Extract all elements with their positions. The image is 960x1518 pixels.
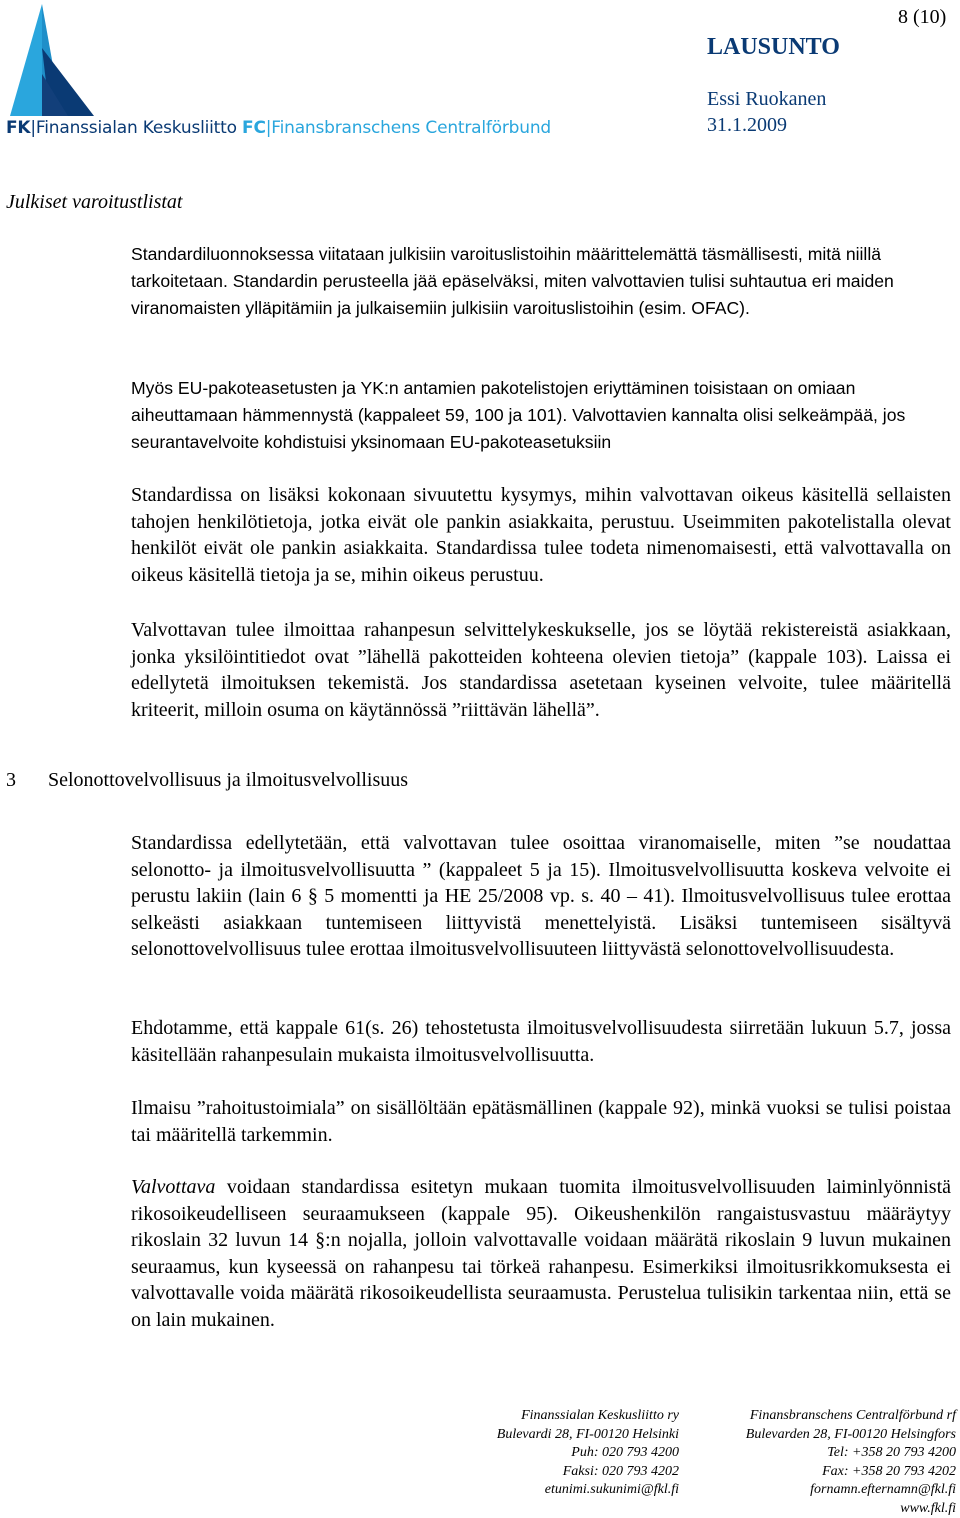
brand-bar: FK|Finanssialan Keskusliitto FC|Finansbranschens Centralförbund (6, 118, 551, 138)
paragraph-7: Ilmaisu ”rahoitustoimiala” on sisällöltään epätäsmällinen (kappale 92), minkä vuoksi se tulisi poistaa tai määritellä tarkemmin. (131, 1095, 951, 1148)
brand-fc-name: Finansbranschens Centralförbund (271, 118, 551, 138)
footer-right-web[interactable]: www.fkl.fi (700, 1500, 956, 1518)
term-valvottava: Valvottava (131, 1176, 215, 1198)
footer-left-address: Bulevardi 28, FI-00120 Helsinki (460, 1426, 679, 1445)
paragraph-2: Myös EU-pakoteasetusten ja YK:n antamien pakotelistojen eriyttäminen toisistaan on omiaan aiheuttamaan hämmennystä (kappaleet 59, 100 ja 101). Valvottavien kannalta olisi selkeämpää, jos seurantavelvoite kohdistuisi yksinomaan EU-pakoteasetuksiin (131, 375, 951, 456)
section-3-heading (6, 769, 408, 792)
brand-fk-name: Finanssialan Keskusliitto (36, 118, 237, 138)
section-heading-public-lists: Julkiset varoitustlistat (6, 191, 182, 214)
paragraph-3: Standardissa on lisäksi kokonaan sivuutettu kysymys, mihin valvottavan oikeus käsitellä sellaisten tahojen henkilötietoja, jotka eivät ole pankin asiakkaita, perustuu. Useimmiten pakotelistalla olevat henkilöt eivät ole pankin asiakkaita. Standardissa tulee todeta nimenomaisesti, että valvottavalla on oikeus käsitellä tietoja ja se, mihin oikeus perustuu. (131, 482, 951, 588)
paragraph-5: Standardissa edellytetään, että valvottavan tulee osoittaa viranomaiselle, miten ”se noudattaa selonotto- ja ilmoitusvelvollisuutta ” (kappaleet 5 ja 15). Ilmoitusvelvollisuutta koskeva velvoite ei perustu lakiin (lain 6 § 5 momentti ja HE 25/2008 vp. s. 40 – 41). Ilmoitusvelvollisuus tulee erottaa selkeästi asiakkaan tuntemiseen liittyvistä menettelyistä. Lisäksi tuntemiseen sisältyvä selonottovelvollisuus tulee erottaa ilmoitusvelvollisuuteen liittyvästä selonottovelvollisuudesta. (131, 830, 951, 963)
fk-logo-icon (6, 4, 96, 116)
paragraph-8-text: voidaan standardissa esitetyn mukaan tuomita ilmoitusvelvollisuuden laiminlyönnistä rikosoikeudelliseen seuraamukseen (kappale 95). Oikeushenkilön rangaistusvastuu määräytyy rikoslain 32 luvun 14 §:n nojalla, jolloin valvottavalle voidaan määrätä rikoslain 9 luvun mukainen seuraamus, kun kyseessä on rahanpesu tai törkeä rahanpesu. Esimerkiksi ilmoitusrikkomuksesta ei valvottavalle voida määrätä rikosoikeudellista seuraamusta. Perustelua tulisikin tarkentaa niin, että se on lain mukainen. (131, 1176, 951, 1331)
footer-right-email[interactable]: fornamn.efternamn@fkl.fi (700, 1481, 956, 1500)
brand-fc: FC (242, 118, 266, 138)
brand-fk: FK (6, 118, 30, 138)
paragraph-8 (131, 1174, 951, 1333)
footer-left-email[interactable]: etunimi.sukunimi@fkl.fi (460, 1481, 679, 1500)
footer-right-phone: Tel: +358 20 793 4200 (700, 1444, 956, 1463)
paragraph-1: Standardiluonnoksessa viitataan julkisiin varoituslistoihin määrittelemättä täsmällisesti, mitä niillä tarkoitetaan. Standardin perusteella jää epäselväksi, miten valvottavien tulisi suhtautua eri maiden viranomaisten ylläpitämiin ja julkaisemiin julkisiin varoituslistoihin (esim. OFAC). (131, 241, 951, 322)
section-number: 3 (6, 769, 48, 792)
document-date: 31.1.2009 (707, 114, 787, 137)
footer-right (700, 1407, 956, 1518)
document-type: LAUSUNTO (707, 34, 840, 61)
section-title: Selonottovelvollisuus ja ilmoitusvelvollisuus (48, 769, 408, 791)
footer-left-name: Finanssialan Keskusliitto ry (460, 1407, 679, 1426)
paragraph-6: Ehdotamme, että kappale 61(s. 26) tehostetusta ilmoitusvelvollisuudesta siirretään lukuun 5.7, jossa käsitellään rahanpesulain mukaista ilmoitusvelvollisuutta. (131, 1015, 951, 1068)
paragraph-4: Valvottavan tulee ilmoittaa rahanpesun selvittelykeskukselle, jos se löytää rekistereistä asiakkaan, jonka yksilöintitiedot ovat ”lähellä pakotteiden kohteena olevien tietoja” (kappale 103). Laissa ei edellytetä ilmoituksen tekemistä. Jos standardissa asetetaan kyseinen velvoite, tulee määritellä kriteerit, milloin osuma on käytännössä ”riittävän lähellä”. (131, 617, 951, 723)
footer-right-address: Bulevarden 28, FI-00120 Helsingfors (700, 1426, 956, 1445)
author-name: Essi Ruokanen (707, 88, 826, 111)
footer-left-fax: Faksi: 020 793 4202 (460, 1463, 679, 1482)
footer-right-fax: Fax: +358 20 793 4202 (700, 1463, 956, 1482)
footer-left-phone: Puh: 020 793 4200 (460, 1444, 679, 1463)
footer-left (460, 1407, 679, 1500)
page-number: 8 (10) (898, 6, 946, 29)
footer-right-name: Finansbranschens Centralförbund rf (700, 1407, 956, 1426)
